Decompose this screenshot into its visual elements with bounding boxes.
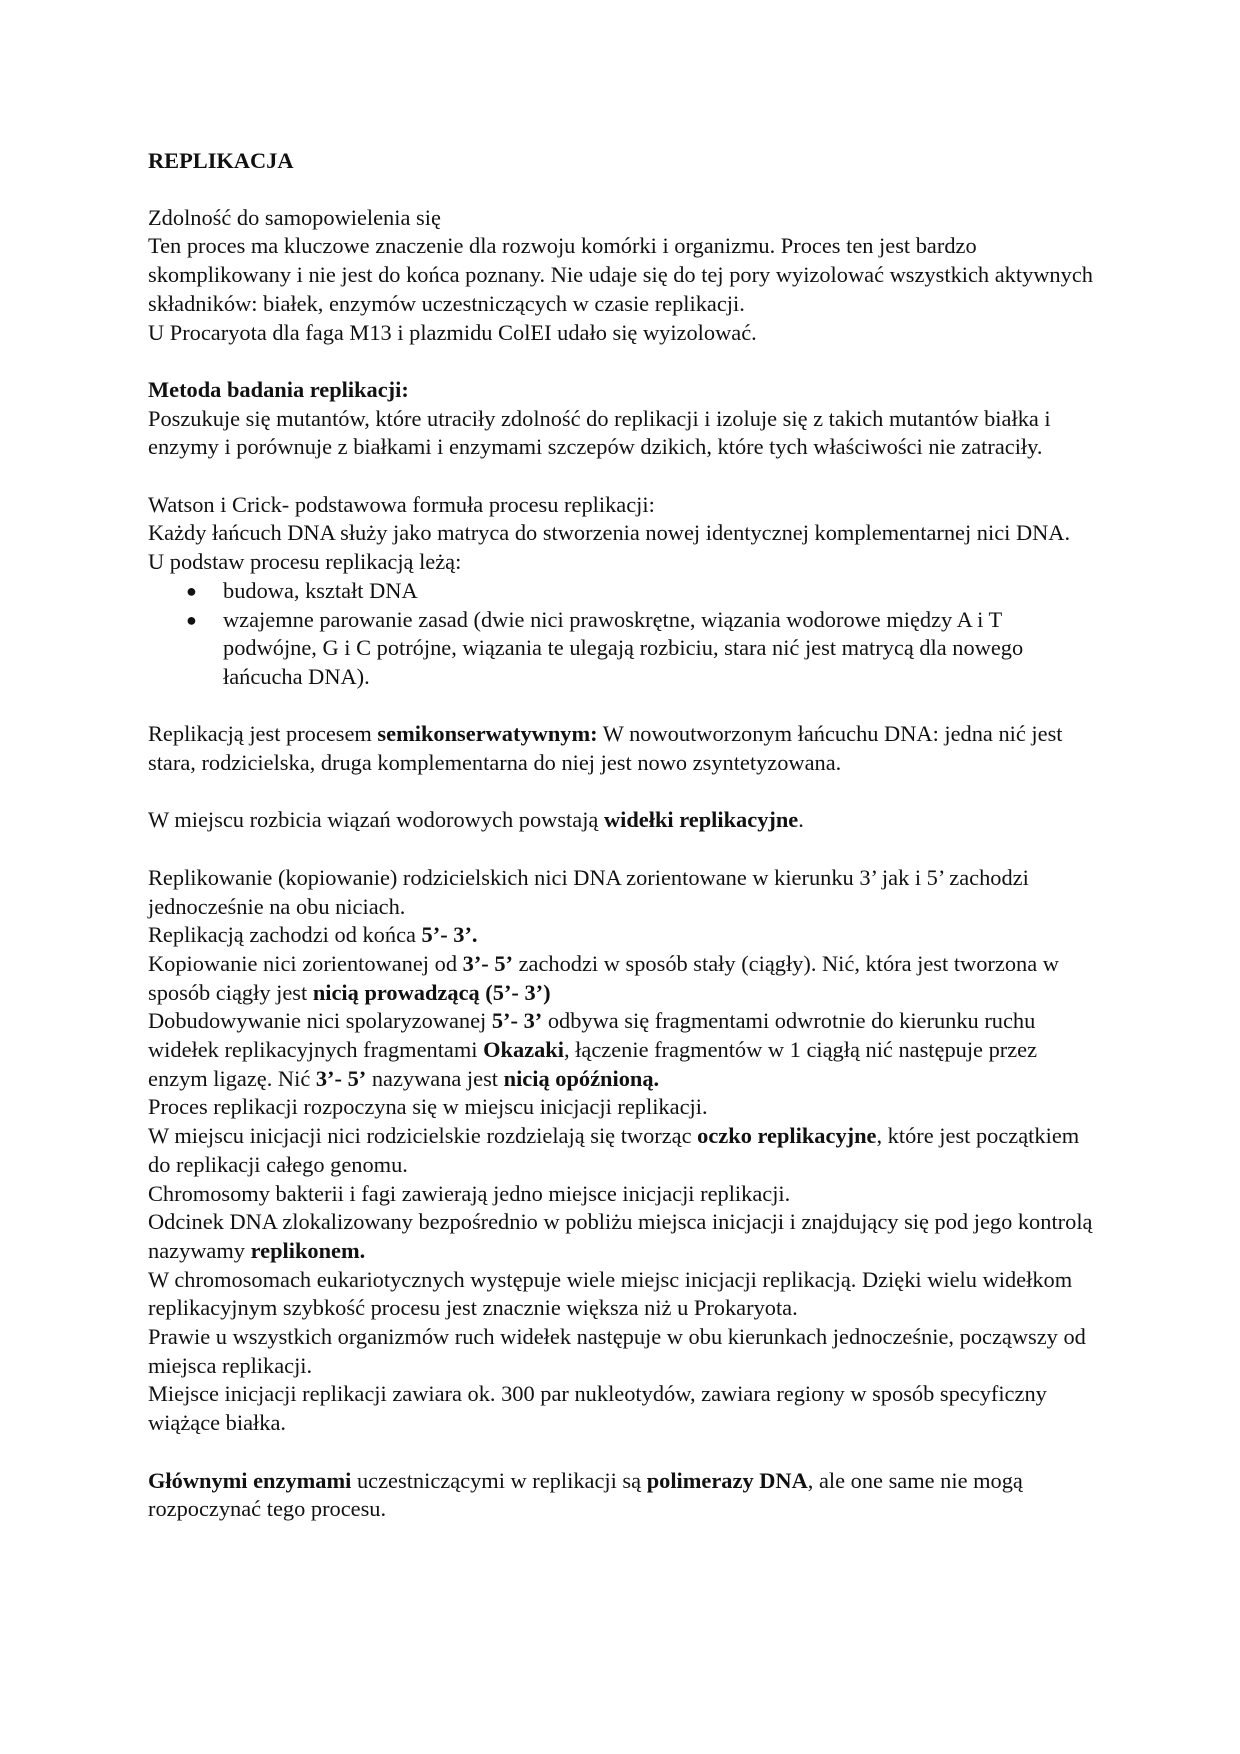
list-item-text: wzajemne parowanie zasad (dwie nici prawoskrętne, wiązania wodorowe między A i T podwójne, G i C potrójne, wiązania te ulegają rozbiciu, stara nić jest matrycą dla nowego łańcucha DNA). [223, 606, 1024, 689]
list-item [186, 606, 1100, 692]
text-run: odbywa się fragmentami odwrotnie do kierunku ruchu widełek replikacyjnych fragmentami [148, 1008, 1036, 1063]
text-run: Replikacją jest procesem [148, 721, 378, 747]
text-run: Kopiowanie nici zorientowanej od [148, 950, 463, 976]
text-run: , które jest początkiem do replikacji całego genomu. [148, 1123, 1080, 1177]
text-run: nazywana jest [366, 1065, 504, 1091]
spacer [148, 347, 1100, 376]
spacer [148, 835, 1100, 864]
term-direction: 3’- 5’ [315, 1065, 367, 1091]
details-p3 [148, 950, 1100, 1007]
text-run: Odcinek DNA zlokalizowany bezpośrednio w pobliżu miejsca inicjacji i znajdujący się pod jego kontrolą nazywamy [148, 1209, 1093, 1263]
text-run: uczestniczącymi w replikacji są [351, 1467, 647, 1493]
intro-line-3: U Procaryota dla faga M13 i plazmidu ColEI udało się wyizolować. [148, 319, 757, 345]
term-dna-polymerase: polimerazy DNA [646, 1467, 808, 1493]
details-p8 [148, 1208, 1100, 1265]
text-run: W nowoutworzonym łańcuchu DNA: jedna nić jest stara, rodzicielska, druga komplementarna do niej jest nowo zsyntetyzowana. [148, 721, 1063, 776]
document-title: REPLIKACJA [148, 148, 294, 173]
text-run: W miejscu rozbicia wiązań wodorowych powstają [148, 807, 604, 833]
fork-paragraph [148, 806, 1100, 835]
details-p2 [148, 921, 1100, 950]
term-direction: 5’- 3’ [491, 1008, 543, 1034]
basis-list [148, 577, 1100, 692]
term-replicon: replikonem. [250, 1237, 366, 1263]
term-replication-bubble: oczko replikacyjne [697, 1123, 877, 1149]
text-run: Dobudowywanie nici spolaryzowanej [148, 1008, 492, 1034]
details-p6 [148, 1122, 1100, 1179]
list-item [186, 577, 1100, 606]
watson-line-3: U podstaw procesu replikacją leżą: [148, 549, 462, 575]
details-p11: Miejsce inicjacji replikacji zawiara ok. 300 par nukleotydów, zawiara regiony w sposób specyficzny wiążące białka. [148, 1381, 1047, 1436]
enzymes-paragraph [148, 1467, 1100, 1524]
spacer [148, 692, 1100, 721]
watson-line-2: Każdy łańcuch DNA służy jako matryca do stworzenia nowej identycznej komplementarnej nici DNA. [148, 520, 1071, 546]
details-p1: Replikowanie (kopiowanie) rodzicielskich nici DNA zorientowane w kierunku 3’ jak i 5’ zachodzi jednocześnie na obu niciach. [148, 864, 1029, 919]
text-run: , ale one same nie mogą rozpoczynać tego procesu. [148, 1467, 1023, 1522]
term-semiconservative: semikonserwatywnym: [377, 721, 598, 747]
text-run: , łączenie fragmentów w 1 ciągłą nić następuje przez enzym ligazę. Nić [148, 1037, 1038, 1091]
term-main-enzymes: Głównymi enzymami [148, 1467, 352, 1493]
method-text: Poszukuje się mutantów, które utraciły zdolność do replikacji i izoluje się z takich mutantów białka i enzymy i porównuje z białkami i enzymami szczepów dzikich, które tych właściwości nie zatraciły. [148, 405, 1051, 460]
list-item-text: budowa, kształt DNA [223, 577, 418, 603]
semiconservative-paragraph [148, 720, 1100, 777]
intro-line-2: Ten proces ma kluczowe znaczenie dla rozwoju komórki i organizmu. Proces ten jest bardzo skomplikowany i nie jest do końca poznany. Nie udaje się do tej pory wyizolować wszystkich aktywnych składników: białek, enzymów uczestniczących w czasie replikacji. [148, 233, 1093, 316]
spacer [148, 1438, 1100, 1467]
watson-line-1: Watson i Crick- podstawowa formuła procesu replikacji: [148, 491, 655, 517]
term-lagging-strand: nicią opóźnioną. [503, 1065, 660, 1091]
term-replication-fork: widełki replikacyjne [603, 807, 799, 833]
text-run: . [798, 807, 804, 833]
spacer [148, 778, 1100, 807]
term-leading-strand: nicią prowadzącą (5’- 3’) [312, 979, 551, 1005]
details-p4 [148, 1007, 1100, 1093]
bullet-icon: ● [186, 609, 197, 630]
spacer [148, 462, 1100, 491]
intro-line-1: Zdolność do samopowielenia się [148, 204, 441, 230]
details-p10: Prawie u wszystkich organizmów ruch widełek następuje w obu kierunkach jednocześnie, począwszy od miejsca replikacji. [148, 1324, 1086, 1378]
details-p7: Chromosomy bakterii i fagi zawierają jedno miejsce inicjacji replikacji. [148, 1180, 791, 1206]
text-run: zachodzi w sposób stały (ciągły). Nić, która jest tworzona w sposób ciągły jest [148, 950, 1059, 1005]
method-heading: Metoda badania replikacji: [148, 376, 409, 402]
bullet-icon: ● [186, 580, 197, 601]
details-p5: Proces replikacji rozpoczyna się w miejscu inicjacji replikacji. [148, 1094, 708, 1120]
text-run: W miejscu inicjacji nici rodzicielskie rozdzielają się tworząc [148, 1123, 698, 1149]
term-okazaki: Okazaki [483, 1037, 564, 1063]
term-direction: 3’- 5’ [462, 950, 513, 976]
term-direction: 5’- 3’. [421, 922, 478, 948]
text-run: Replikacją zachodzi od końca [148, 922, 422, 948]
details-p9: W chromosomach eukariotycznych występuje wiele miejsc inicjacji replikacją. Dzięki wielu widełkom replikacyjnym szybkość procesu jest znacznie większa niż u Prokaryota. [148, 1266, 1073, 1321]
